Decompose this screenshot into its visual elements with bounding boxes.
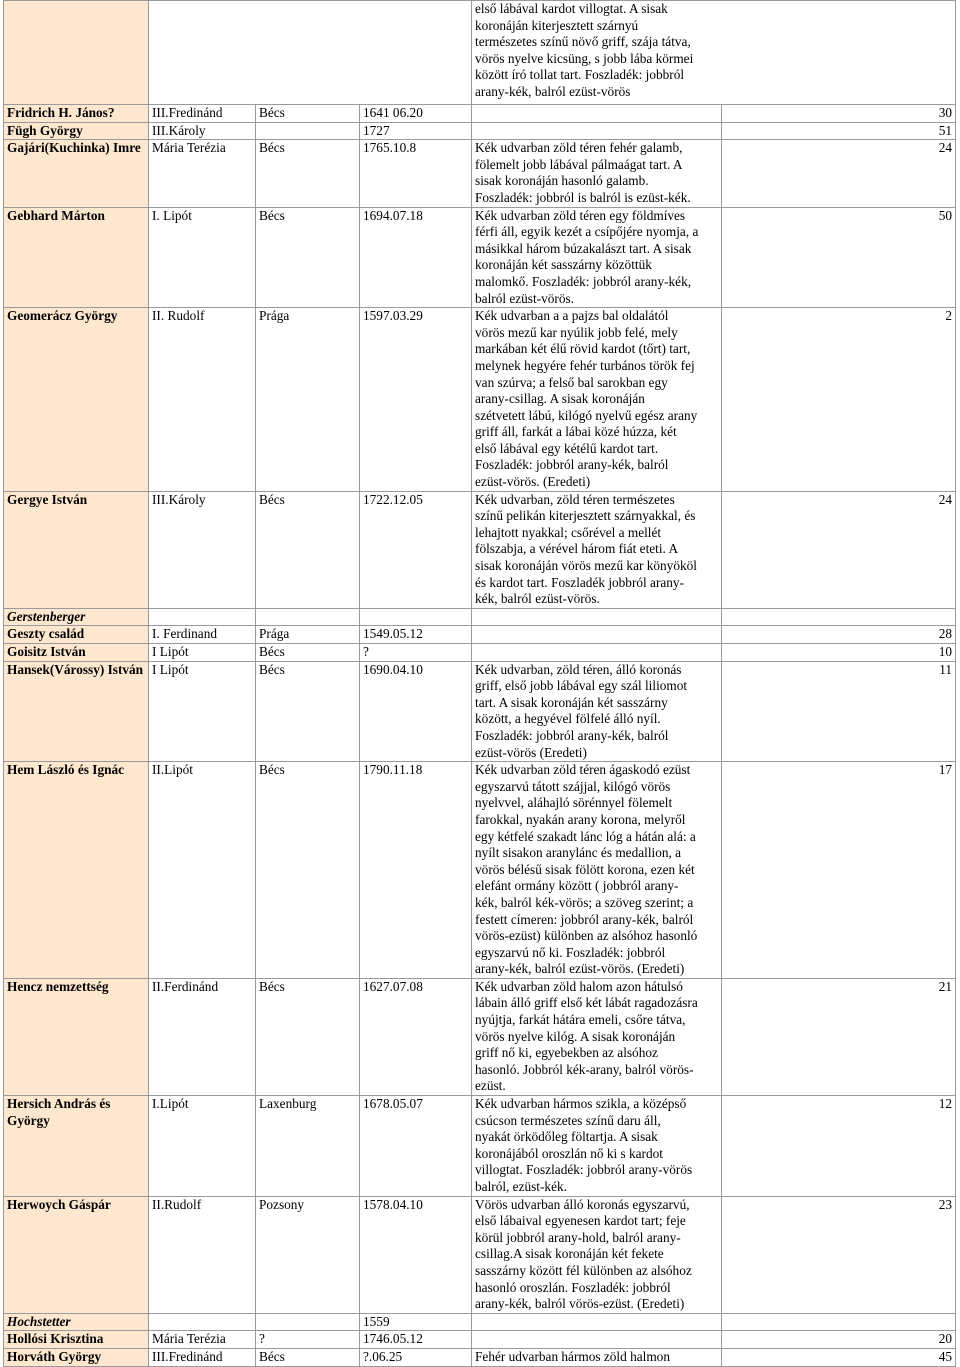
- place-cell: Prága: [256, 308, 360, 492]
- description-line: vörös bélésű sisak fölött korona, ezen két: [475, 861, 695, 877]
- name-cell: Goisitz István: [4, 644, 149, 662]
- table-row: [4, 1196, 956, 1313]
- table-row-continuation: [4, 1, 956, 105]
- description-line: sisak koronáján vörös mezű kar könyököl: [475, 558, 697, 574]
- description-line: sasszárny között fél különben az alsóhoz: [475, 1262, 692, 1278]
- description-line: Kék udvarban zöld halom azon hátulsó: [475, 978, 683, 994]
- description-line: színű pelikán kiterjesztett szárnyakkal, és: [475, 508, 696, 524]
- description-cell: [472, 1096, 722, 1197]
- description-line: fölemelt jobb lábával pálmaágat tart. A: [475, 156, 683, 172]
- description-line: arany-kék, balról vörös-ezüst. (Eredeti): [475, 1296, 685, 1312]
- ruler-cell: [149, 1313, 256, 1331]
- date-cell: ?: [360, 644, 472, 662]
- ruler-cell: Mária Terézia: [149, 1331, 256, 1349]
- description-line: első lábával egy kétélű kardot tart.: [475, 440, 659, 456]
- ruler-cell: III.Károly: [149, 491, 256, 608]
- date-cell: 1678.05.07: [360, 1096, 472, 1197]
- table-row: [4, 626, 956, 644]
- description-cell: [472, 661, 722, 762]
- number-cell: 2: [722, 308, 956, 492]
- description-cell: [472, 140, 722, 207]
- description-line: Kék udvarban a a pajzs bal oldalától: [475, 308, 669, 324]
- name-cell: Geszty család: [4, 626, 149, 644]
- description-line: csillag.A sisak koronáján két fekete: [475, 1246, 664, 1262]
- description-line: egyszarvú nő ki. Foszladék: jobbról: [475, 944, 666, 960]
- table-row: [4, 1348, 956, 1366]
- description-line: koronájából oroszlán nő ki s kardot: [475, 1145, 663, 1161]
- place-cell: Bécs: [256, 661, 360, 762]
- description-line: hasonló oroszlán. Foszladék: jobbról: [475, 1279, 671, 1295]
- description-cell: [472, 1196, 722, 1313]
- name-cell: Hem László és Ignác: [4, 762, 149, 979]
- number-cell: [722, 608, 956, 626]
- number-cell: 11: [722, 661, 956, 762]
- description-line: vörös nyelve kilóg. A sisak koronáján: [475, 1028, 676, 1044]
- description-line: nyakát örködőleg föltartja. A sisak: [475, 1129, 658, 1145]
- description-cell: [472, 105, 722, 123]
- number-cell: 50: [722, 207, 956, 308]
- description-cell: [472, 1313, 722, 1331]
- empty-cell: [149, 1, 472, 105]
- description-line: vörös mezű kar nyúlik jobb felé, mely: [475, 324, 678, 340]
- date-cell: 1690.04.10: [360, 661, 472, 762]
- date-cell: 1694.07.18: [360, 207, 472, 308]
- description-line: között író tollat tart. Foszladék: jobbról: [475, 67, 685, 83]
- place-cell: ?: [256, 1331, 360, 1349]
- date-cell: [360, 608, 472, 626]
- description-line: arany-kék, balról ezüst-vörös: [475, 83, 631, 99]
- description-line: körül jobbról arany-hold, balról arany-: [475, 1229, 681, 1245]
- description-line: első lábaival egyenesen kardot tart; feje: [475, 1213, 686, 1229]
- place-cell: Bécs: [256, 105, 360, 123]
- description-line: sisak koronáján hasonló galamb.: [475, 173, 649, 189]
- description-cell: [472, 122, 722, 140]
- place-cell: Bécs: [256, 762, 360, 979]
- table-row: [4, 978, 956, 1095]
- description-line: nyújtja, farkát hátára emeli, csőre tátva,: [475, 1012, 686, 1028]
- description-line: lábain álló griff első két lábát ragadozásra: [475, 995, 698, 1011]
- description-line: van szúrva; a felső bal sarokban egy: [475, 374, 668, 390]
- description-line: és kardot tart. Foszladék jobbról arany-: [475, 574, 685, 590]
- name-cell: Gerstenberger: [4, 608, 149, 626]
- description-line: Kék udvarban zöld téren egy földmíves: [475, 207, 686, 223]
- description-cell: [472, 608, 722, 626]
- description-line: koronáján kiterjesztett szárnyú: [475, 17, 639, 33]
- date-cell: 1727: [360, 122, 472, 140]
- description-line: lehajtott nyakkal; csőrével a mellét: [475, 524, 662, 540]
- description-cell: [472, 978, 722, 1095]
- description-line: villogtat. Foszladék: jobbról arany-vörös: [475, 1162, 693, 1178]
- number-cell: 23: [722, 1196, 956, 1313]
- description-line: között, a hegyével fölfelé álló nyíl.: [475, 711, 661, 727]
- table-row: [4, 207, 956, 308]
- number-cell: 30: [722, 105, 956, 123]
- description-line: balról, ezüst-kék.: [475, 1179, 567, 1194]
- description-cell: [472, 1331, 722, 1349]
- ruler-cell: III.Károly: [149, 122, 256, 140]
- number-cell: 12: [722, 1096, 956, 1197]
- description-line: festett címeren: jobbról arany-kék, balról: [475, 911, 694, 927]
- ruler-cell: II.Lipót: [149, 762, 256, 979]
- name-cell: Fridrich H. János?: [4, 105, 149, 123]
- description-line: Vörös udvarban álló koronás egyszarvú,: [475, 1196, 690, 1212]
- ruler-cell: Mária Terézia: [149, 140, 256, 207]
- description-line: melynek hegyére fehér turbános török fej: [475, 357, 695, 373]
- description-cell: [472, 308, 722, 492]
- description-line: nyílt sisakon aranylánc és medallion, a: [475, 845, 682, 861]
- description-line: Fehér udvarban hármos zöld halmon: [475, 1348, 670, 1364]
- number-cell: 51: [722, 122, 956, 140]
- name-cell: Geomerácz György: [4, 308, 149, 492]
- name-cell: Fügh György: [4, 122, 149, 140]
- name-cell: Hochstetter: [4, 1313, 149, 1331]
- place-cell: Bécs: [256, 1348, 360, 1366]
- place-cell: Pozsony: [256, 1196, 360, 1313]
- number-cell: [722, 1313, 956, 1331]
- description-line: nyelvvel, aláhajló sörénnyel fölemelt: [475, 795, 673, 811]
- ruler-cell: III.Fredinánd: [149, 105, 256, 123]
- place-cell: [256, 1313, 360, 1331]
- date-cell: 1790.11.18: [360, 762, 472, 979]
- number-cell: 21: [722, 978, 956, 1095]
- description-cell: [472, 626, 722, 644]
- description-line: griff áll, farkát a lábai közé húzza, két: [475, 424, 677, 440]
- description-line: ezüst-vörös. (Eredeti): [475, 474, 591, 490]
- name-cell: Horváth György: [4, 1348, 149, 1366]
- date-cell: 1641 06.20: [360, 105, 472, 123]
- ruler-cell: II.Ferdinánd: [149, 978, 256, 1095]
- number-cell: 24: [722, 140, 956, 207]
- name-cell: [4, 1, 149, 105]
- date-cell: 1578.04.10: [360, 1196, 472, 1313]
- description-line: egy kétfelé szakadt lánc lóg a hátán alá: a: [475, 828, 696, 844]
- date-cell: 1559: [360, 1313, 472, 1331]
- description-line: griff, első jobb lábával egy szál liliomot: [475, 678, 688, 694]
- description-line: ezüst-vörös (Eredeti): [475, 744, 587, 760]
- number-cell: 10: [722, 644, 956, 662]
- description-line: tart. A sisak koronáján két sasszárny: [475, 694, 668, 710]
- place-cell: Bécs: [256, 644, 360, 662]
- description-line: koronáján két sasszárny közöttük: [475, 257, 652, 273]
- ruler-cell: [149, 608, 256, 626]
- date-cell: 1549.05.12: [360, 626, 472, 644]
- table-row: [4, 122, 956, 140]
- description-line: egyszarvú tátott szájjal, kilógó vörös: [475, 778, 671, 794]
- name-cell: Hollósi Krisztina: [4, 1331, 149, 1349]
- ruler-cell: II.Rudolf: [149, 1196, 256, 1313]
- number-cell: 24: [722, 491, 956, 608]
- table-row: [4, 1096, 956, 1197]
- ruler-cell: III.Fredinánd: [149, 1348, 256, 1366]
- number-cell: 45: [722, 1348, 956, 1366]
- ruler-cell: I Lipót: [149, 644, 256, 662]
- description-line: Foszladék: jobbról is balról is ezüst-kék.: [475, 189, 691, 205]
- description-line: griff nő ki, egyebekben az alsóhoz: [475, 1045, 658, 1061]
- description-line: vörös nyelve kicsüng, s jobb lába körmei: [475, 50, 694, 66]
- table-row: [4, 608, 956, 626]
- description-line: arany-csillag. A sisak koronáján: [475, 391, 645, 407]
- place-cell: Laxenburg: [256, 1096, 360, 1197]
- description-cell: [472, 1348, 722, 1366]
- description-line: másikkal három búzakalászt tart. A sisak: [475, 240, 692, 256]
- description-line: malomkő. Foszladék: jobbról arany-kék,: [475, 273, 692, 289]
- ruler-cell: II. Rudolf: [149, 308, 256, 492]
- description-line: első lábával kardot villogtat. A sisak: [475, 1, 668, 16]
- description-line: kék, balról ezüst-vörös.: [475, 591, 600, 607]
- number-cell: 17: [722, 762, 956, 979]
- description-line: kék, balról kék-vörös; a szöveg szerint; a: [475, 894, 694, 910]
- description-line: markában két élű rövid kardot (tőrt) tart,: [475, 341, 691, 357]
- ruler-cell: I.Lipót: [149, 1096, 256, 1197]
- place-cell: Prága: [256, 626, 360, 644]
- date-cell: 1722.12.05: [360, 491, 472, 608]
- description-cell: [472, 491, 722, 608]
- table-row: [4, 1313, 956, 1331]
- ruler-cell: I Lipót: [149, 661, 256, 762]
- table-row: [4, 140, 956, 207]
- description-cell: [472, 1, 956, 105]
- description-line: fölszabja, a vérével három fiát eteti. A: [475, 541, 679, 557]
- table-row: [4, 105, 956, 123]
- place-cell: Bécs: [256, 491, 360, 608]
- description-line: hasonló. Jobbról kék-arany, balról vörös-: [475, 1061, 694, 1077]
- date-cell: 1765.10.8: [360, 140, 472, 207]
- description-line: Kék udvarban, zöld téren természetes: [475, 491, 675, 507]
- name-cell: Gajári(Kuchinka) Imre: [4, 140, 149, 207]
- place-cell: [256, 122, 360, 140]
- place-cell: [256, 608, 360, 626]
- date-cell: 1746.05.12: [360, 1331, 472, 1349]
- date-cell: 1597.03.29: [360, 308, 472, 492]
- number-cell: 20: [722, 1331, 956, 1349]
- description-line: arany-kék, balról ezüst-vörös. (Eredeti): [475, 961, 685, 977]
- description-line: Kék udvarban zöld téren ágaskodó ezüst: [475, 762, 691, 778]
- name-cell: Hencz nemzettség: [4, 978, 149, 1095]
- description-line: Foszladék: jobbról arany-kék, balról: [475, 727, 669, 743]
- description-cell: [472, 762, 722, 979]
- description-line: vörös-ezüst) különben az alsóhoz hasonló: [475, 928, 698, 944]
- place-cell: Bécs: [256, 140, 360, 207]
- description-line: Kék udvarban zöld téren fehér galamb,: [475, 140, 683, 156]
- date-cell: 1627.07.08: [360, 978, 472, 1095]
- description-line: farokkal, nyakán arany korona, melyről: [475, 811, 686, 827]
- name-cell: Gergye István: [4, 491, 149, 608]
- table-body: [4, 1, 956, 1367]
- place-cell: Bécs: [256, 978, 360, 1095]
- description-cell: [472, 207, 722, 308]
- table-row: [4, 308, 956, 492]
- description-line: ezüst.: [475, 1078, 506, 1094]
- name-cell: Hansek(Várossy) István: [4, 661, 149, 762]
- date-cell: ?.06.25: [360, 1348, 472, 1366]
- ruler-cell: I. Ferdinand: [149, 626, 256, 644]
- table-row: [4, 644, 956, 662]
- description-cell: [472, 644, 722, 662]
- table-row: [4, 762, 956, 979]
- number-cell: 28: [722, 626, 956, 644]
- description-line: természetes színű növő griff, szája tátva,: [475, 34, 691, 50]
- description-line: csúcson természetes színű daru áll,: [475, 1112, 661, 1128]
- ruler-cell: I. Lipót: [149, 207, 256, 308]
- description-line: balról ezüst-vörös.: [475, 290, 574, 306]
- description-line: Foszladék: jobbról arany-kék, balról: [475, 457, 669, 473]
- table-row: [4, 661, 956, 762]
- description-line: férfi áll, egyik kezét a csípőjére nyomja, a: [475, 224, 699, 240]
- table-row: [4, 491, 956, 608]
- heraldry-register-table: [3, 0, 956, 1367]
- description-line: szétvetett lábú, kilógó nyelvű egész arany: [475, 407, 698, 423]
- name-cell: Herwoych Gáspár: [4, 1196, 149, 1313]
- name-cell: Gebhard Márton: [4, 207, 149, 308]
- place-cell: Bécs: [256, 207, 360, 308]
- description-line: Kék udvarban hármos szikla, a középső: [475, 1096, 687, 1112]
- name-cell: Hersich András és György: [4, 1096, 149, 1197]
- description-line: Kék udvarban, zöld téren, álló koronás: [475, 661, 682, 677]
- description-line: elefánt ormány között ( jobbról arany-: [475, 878, 679, 894]
- table-row: [4, 1331, 956, 1349]
